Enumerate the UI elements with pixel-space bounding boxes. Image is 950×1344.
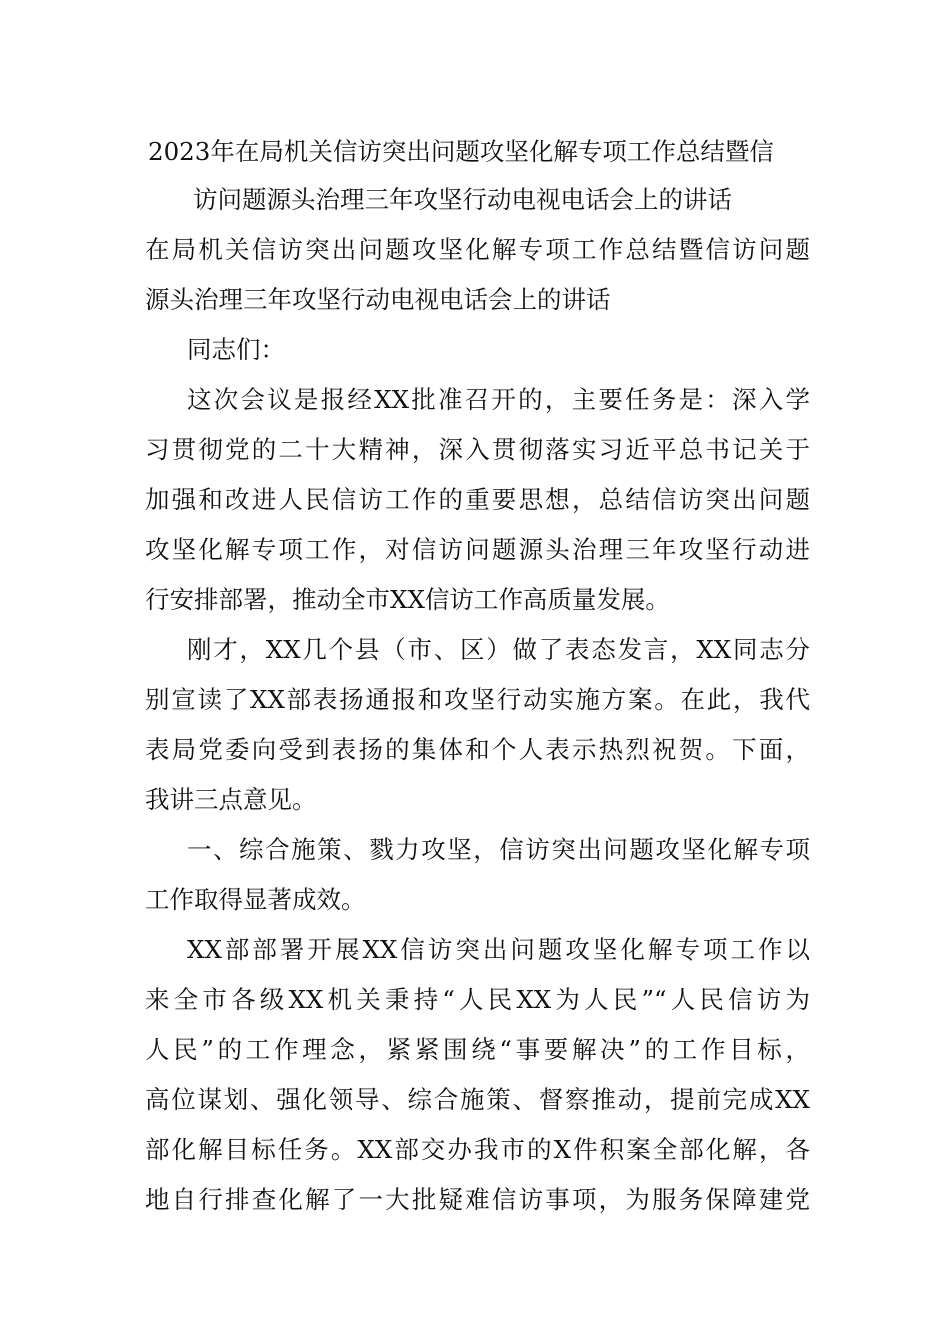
salutation: 同志们： <box>187 335 285 364</box>
document-title-line-2: 访问题源头治理三年攻坚行动电视电话会上的讲话 <box>193 185 732 214</box>
paragraph-4-line: 来全市各级XX机关秉持“人民XX为人民”“人民信访为 <box>145 985 810 1014</box>
section-heading-line: 工作取得显著成效。 <box>145 885 366 914</box>
paragraph-1-line: 行安排部署，推动全市XX信访工作高质量发展。 <box>145 585 670 614</box>
paragraph-1-line: 习贯彻党的二十大精神，深入贯彻落实习近平总书记关于 <box>145 435 810 464</box>
paragraph-1-line: 这次会议是报经XX批准召开的，主要任务是：深入学 <box>187 385 810 414</box>
paragraph-2-line: 我讲三点意见。 <box>145 785 317 814</box>
paragraph-2-line: 别宣读了XX部表扬通报和攻坚行动实施方案。在此，我代 <box>145 685 810 714</box>
paragraph-4-line: 人民”的工作理念，紧紧围绕“事要解决”的工作目标， <box>145 1035 810 1064</box>
paragraph-4-line: 部化解目标任务。XX部交办我市的X件积案全部化解，各 <box>145 1135 810 1164</box>
paragraph-2-line: 刚才，XX几个县（市、区）做了表态发言，XX同志分 <box>187 635 810 664</box>
paragraph-4-line: 地自行排查化解了一大批疑难信访事项，为服务保障建党 <box>145 1185 810 1214</box>
document-subtitle-line-2: 源头治理三年攻坚行动电视电话会上的讲话 <box>145 285 611 314</box>
paragraph-1-line: 攻坚化解专项工作，对信访问题源头治理三年攻坚行动进 <box>145 535 810 564</box>
paragraph-4-line: XX部部署开展XX信访突出问题攻坚化解专项工作以 <box>187 935 810 964</box>
section-heading-line: 一、综合施策、戮力攻坚，信访突出问题攻坚化解专项 <box>187 835 810 864</box>
paragraph-2-line: 表局党委向受到表扬的集体和个人表示热烈祝贺。下面， <box>145 735 810 764</box>
document-subtitle-line-1: 在局机关信访突出问题攻坚化解专项工作总结暨信访问题 <box>145 235 810 264</box>
paragraph-1-line: 加强和改进人民信访工作的重要思想，总结信访突出问题 <box>145 485 810 514</box>
paragraph-4-line: 高位谋划、强化领导、综合施策、督察推动，提前完成XX <box>145 1085 810 1114</box>
document-title-line-1: 2023年在局机关信访突出问题攻坚化解专项工作总结暨信 <box>148 137 774 166</box>
